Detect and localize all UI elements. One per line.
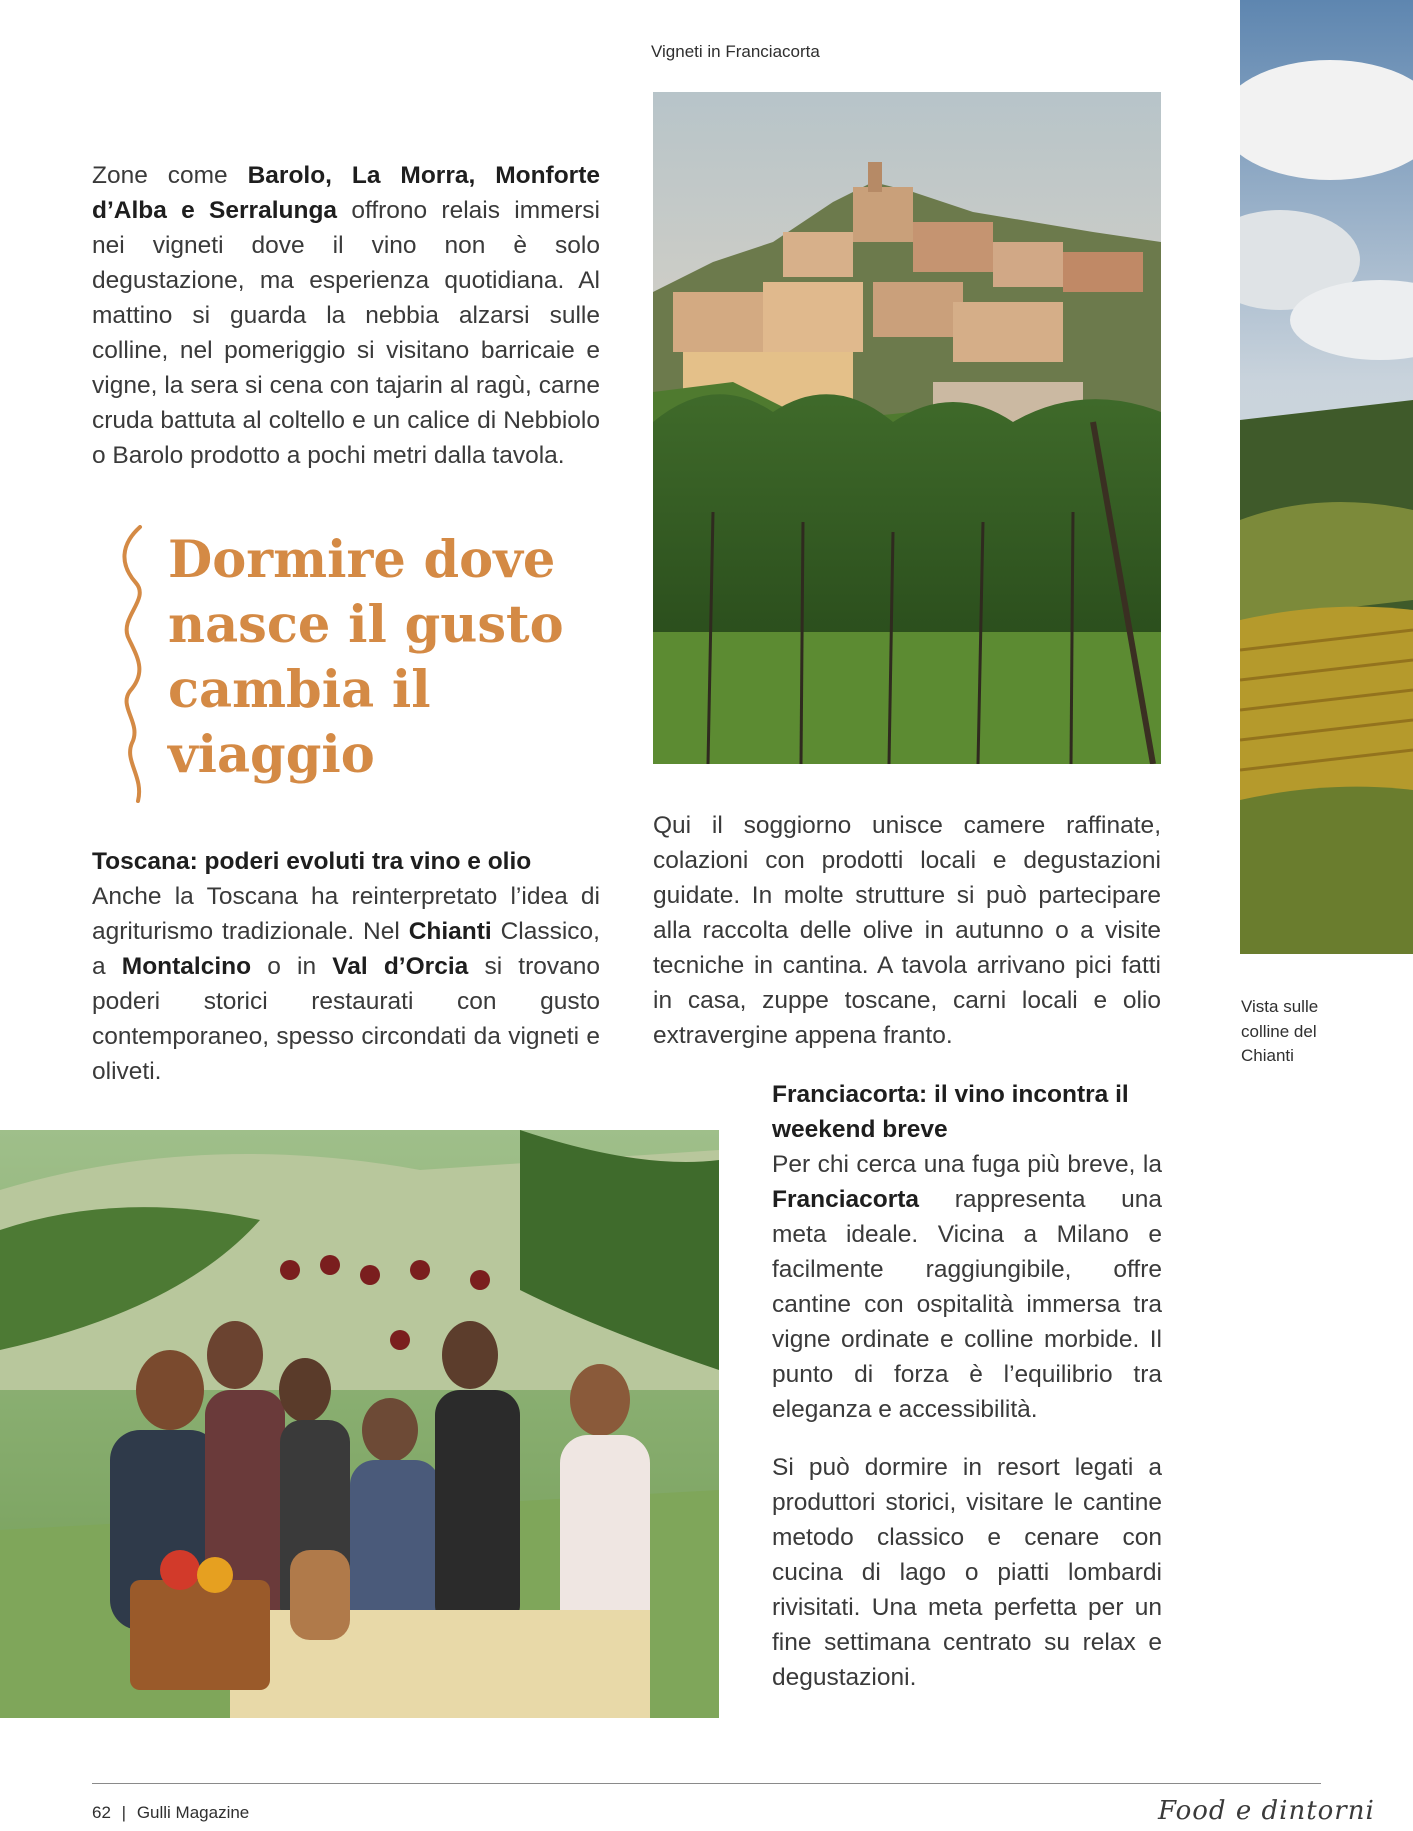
intro-text-1: Zone come — [92, 162, 248, 189]
friends-toasting-photo — [0, 1130, 719, 1718]
section-name: Food e dintorni — [1158, 1796, 1375, 1826]
franciacorta-bold: Franciacorta — [772, 1186, 920, 1213]
pullquote-line-1: Dormire dove — [168, 530, 556, 590]
franciacorta-text-2: rappresenta una meta ideale. Vicina a Milano e facilmente raggiungibile, offre cantine con ospitalità immersa tra vigne ordinate e colline morbide. Il punto di forza è l’equilibrio tra eleganza e accessibilità. — [772, 1186, 1162, 1423]
toscana-text-3: o in — [251, 953, 333, 980]
magazine-name: Gulli Magazine — [136, 1803, 250, 1822]
footer-rule — [92, 1783, 1321, 1784]
photo-caption-side: Vista sulle colline del Chianti — [1241, 997, 1319, 1066]
footer-left — [92, 1803, 249, 1823]
pullquote-line-2: nasce il gusto — [168, 595, 564, 655]
franciacorta-paragraph-2: Si può dormire in resort legati a produttori storici, visitare le cantine metodo classico e cenare con cucina di lago o piatti lombardi rivisitati. Una meta perfetta per un fine settimana centrato su relax e degustazioni. — [772, 1454, 1162, 1691]
franciacorta-text-1: Per chi cerca una fuga più breve, la — [772, 1151, 1162, 1178]
toscana-bold-chianti: Chianti — [408, 918, 492, 945]
footer-separator: | — [121, 1803, 127, 1822]
chianti-hills-photo — [1240, 0, 1413, 954]
toscana-heading: Toscana: poderi evoluti tra vino e olio — [92, 848, 532, 875]
toscana-text-2: Classico, a — [92, 918, 600, 980]
photo-caption-top: Vigneti in Franciacorta — [651, 42, 820, 61]
intro-bold-places: Barolo, La Morra, Monforte d’Alba e Serralunga — [92, 162, 600, 224]
franciacorta-heading: Franciacorta: il vino incontra il weekend breve — [772, 1081, 1129, 1143]
intro-paragraph — [92, 158, 600, 473]
pullquote-line-4: viaggio — [168, 725, 375, 785]
pullquote-wave-decoration — [118, 525, 148, 803]
vineyard-village-photo — [653, 92, 1161, 764]
intro-text-2: offrono relais immersi nei vigneti dove il vino non è solo degustazione, ma esperienza quotidiana. Al mattino si guarda la nebbia alzarsi sulle colline, nel pomeriggio si visitano barricaie e vigne, la sera si cena con tajarin al ragù, carne cruda battuta al coltello e un calice di Nebbiolo o Barolo prodotto a pochi metri dalla tavola. — [92, 197, 600, 469]
toscana-bold-montalcino: Montalcino — [121, 953, 252, 980]
toscana-text-1: Anche la Toscana ha reinterpretato l’idea di agriturismo tradizionale. Nel — [92, 883, 600, 945]
toscana-bold-val-dorcia: Val d’Orcia — [332, 953, 469, 980]
pullquote — [168, 528, 588, 788]
page-number: 62 — [92, 1803, 111, 1822]
soggiorno-paragraph: Qui il soggiorno unisce camere raffinate, colazioni con prodotti locali e degustazioni guidate. In molte strutture si può partecipare alla raccolta delle olive in autunno o a visite tecniche in cantina. A tavola arrivano pici fatti in casa, zuppe toscane, carni locali e olio extravergine appena franto. — [653, 812, 1161, 1049]
toscana-text-4: si trovano poderi storici restaurati con gusto contemporaneo, spesso circondati da vigneti e oliveti. — [92, 953, 601, 1085]
pullquote-line-3: cambia il — [168, 660, 431, 720]
toscana-paragraph — [92, 879, 600, 1089]
franciacorta-paragraph-1 — [772, 1147, 1162, 1427]
